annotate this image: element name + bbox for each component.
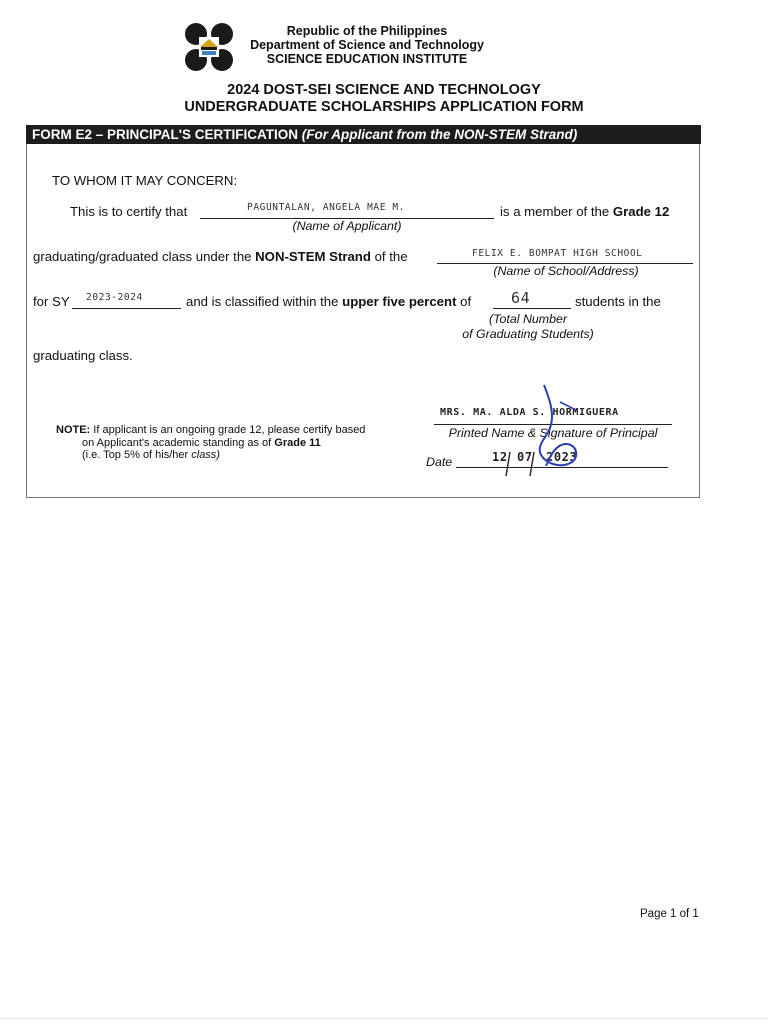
for-sy-label: for SY <box>33 294 70 309</box>
school-caption: (Name of School/Address) <box>493 264 639 278</box>
form-banner <box>26 125 701 144</box>
graduating-text: graduating/graduated class under the <box>33 249 252 264</box>
salutation: TO WHOM IT MAY CONCERN: <box>52 173 238 188</box>
org-line-3: SCIENCE EDUCATION INSTITUTE <box>266 52 468 66</box>
form-title-line-1: 2024 DOST-SEI SCIENCE AND TECHNOLOGY <box>227 82 541 98</box>
of-the-text: of the <box>374 249 408 264</box>
total-caption-2: of Graduating Students) <box>462 327 594 341</box>
date-month: 12 <box>492 450 508 464</box>
upper-five-percent: upper five percent <box>342 294 457 309</box>
organization-name <box>242 24 492 66</box>
graduating-line <box>33 249 408 265</box>
students-in-the: students in the <box>575 294 661 309</box>
date-year: 2023 <box>546 450 578 464</box>
school-name: FELIX E. BOMPAT HIGH SCHOOL <box>472 248 643 259</box>
note-line-2: on Applicant's academic standing as of <box>82 436 272 449</box>
member-text <box>500 204 669 220</box>
dost-logo-icon <box>182 22 236 72</box>
graduating-class: graduating class. <box>33 348 133 363</box>
strand-text: NON-STEM Strand <box>255 249 371 264</box>
note-line-3: (i.e. Top 5% of his/her <box>82 449 189 461</box>
note-line-1: If applicant is an ongoing grade 12, please certify based <box>93 424 366 436</box>
principal-caption: Printed Name & Signature of Principal <box>448 426 658 440</box>
form-subtitle: (For Applicant from the NON-STEM Strand) <box>301 127 578 142</box>
org-line-1: Republic of the Philippines <box>286 24 448 38</box>
note-label: NOTE: <box>56 424 91 436</box>
form-title-line-2: UNDERGRADUATE SCHOLARSHIPS APPLICATION FORM <box>184 99 584 115</box>
applicant-caption: (Name of Applicant) <box>292 219 402 233</box>
note-line-3-italic: class) <box>191 449 220 461</box>
member-of-the: is a member of the <box>500 204 610 219</box>
total-caption-1: (Total Number <box>488 312 568 326</box>
principal-signature-mark <box>480 380 600 480</box>
date-label: Date <box>426 455 453 469</box>
of-word: of <box>460 294 472 309</box>
grade-12-text: Grade 12 <box>612 204 670 219</box>
total-students-line <box>493 308 571 309</box>
form-label: FORM E2 – PRINCIPAL'S CERTIFICATION <box>32 127 298 142</box>
note-block <box>56 424 396 462</box>
certify-prefix: This is to certify that <box>70 204 188 219</box>
classified-text: and is classified within the <box>186 294 339 309</box>
applicant-name: PAGUNTALAN, ANGELA MAE M. <box>247 202 405 213</box>
principal-name: MRS. MA. ALDA S. HORMIGUERA <box>440 407 619 418</box>
page-number: Page 1 of 1 <box>640 908 699 920</box>
school-year: 2023-2024 <box>86 292 143 303</box>
total-students: 64 <box>511 289 531 307</box>
classified-line <box>186 294 471 310</box>
org-line-2: Department of Science and Technology <box>250 38 484 52</box>
page-bottom-rule <box>0 1018 768 1019</box>
date-day: 07 <box>517 450 533 464</box>
note-grade-11: Grade 11 <box>274 436 321 449</box>
letterhead <box>182 18 502 74</box>
school-year-line <box>72 308 181 309</box>
